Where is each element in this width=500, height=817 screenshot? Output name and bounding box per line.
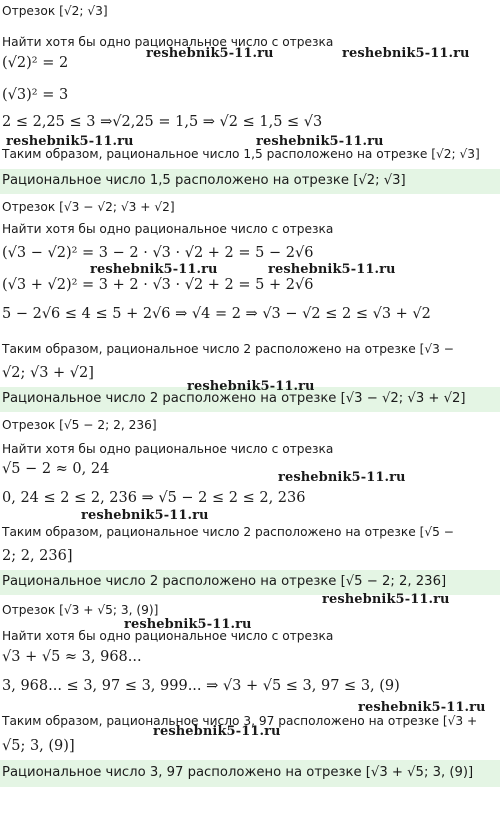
answer-box-1 — [0, 169, 500, 194]
conclusion-text-2a: Таким образом, рациональное число 2 расположено на отрезке [√3 − — [2, 342, 455, 356]
watermark: reshebnik5-11.ru — [153, 724, 281, 739]
watermark: reshebnik5-11.ru — [278, 470, 406, 485]
watermark: reshebnik5-11.ru — [342, 46, 470, 61]
answer-text-4: Рациональное число 3, 97 расположено на отрезке [√3 + √5; 3, (9)] — [2, 765, 474, 780]
segment-heading-4: Отрезок [√3 + √5; 3, (9)] — [2, 603, 159, 617]
segment-heading-3: Отрезок [√5 − 2; 2, 236] — [2, 418, 157, 432]
conclusion-text-4a: Таким образом, рациональное число 3, 97 расположено на отрезке [√3 + — [2, 714, 478, 728]
conclusion-text-3a: Таким образом, рациональное число 2 расположено на отрезке [√5 − — [2, 525, 455, 539]
math-step: (√3 + √2)² = 3 + 2 · √3 · √2 + 2 = 5 + 2√6 — [2, 277, 314, 293]
task-text-2: Найти хотя бы одно рациональное число с отрезка — [2, 222, 334, 236]
answer-text-1: Рациональное число 1,5 расположено на отрезке [√2; √3] — [2, 173, 406, 188]
watermark: reshebnik5-11.ru — [358, 700, 486, 715]
segment-heading-1: Отрезок [√2; √3] — [2, 4, 108, 18]
math-step: 3, 968... ≤ 3, 97 ≤ 3, 999... ⇒ √3 + √5 ≤ 3, 97 ≤ 3, (9) — [2, 678, 400, 694]
watermark: reshebnik5-11.ru — [90, 262, 218, 277]
watermark: reshebnik5-11.ru — [146, 46, 274, 61]
conclusion-text-2b: √2; √3 + √2] — [2, 365, 94, 381]
answer-text-3: Рациональное число 2 расположено на отрезке [√5 − 2; 2, 236] — [2, 574, 447, 589]
math-step: (√2)² = 2 — [2, 55, 69, 71]
math-step: √3 + √5 ≈ 3, 968... — [2, 649, 142, 665]
watermark: reshebnik5-11.ru — [6, 134, 134, 149]
watermark: reshebnik5-11.ru — [268, 262, 396, 277]
math-step: 2 ≤ 2,25 ≤ 3 ⇒√2,25 = 1,5 ⇒ √2 ≤ 1,5 ≤ √3 — [2, 114, 323, 130]
segment-heading-2: Отрезок [√3 − √2; √3 + √2] — [2, 200, 175, 214]
math-step: (√3)² = 3 — [2, 87, 69, 103]
watermark: reshebnik5-11.ru — [187, 379, 315, 394]
watermark: reshebnik5-11.ru — [124, 617, 252, 632]
task-text-1: Найти хотя бы одно рациональное число с отрезка — [2, 35, 334, 49]
math-step: (√3 − √2)² = 3 − 2 · √3 · √2 + 2 = 5 − 2√6 — [2, 245, 314, 261]
answer-box-4 — [0, 760, 500, 787]
math-step: 0, 24 ≤ 2 ≤ 2, 236 ⇒ √5 − 2 ≤ 2 ≤ 2, 236 — [2, 490, 306, 506]
watermark: reshebnik5-11.ru — [256, 134, 384, 149]
task-text-4: Найти хотя бы одно рациональное число с отрезка — [2, 629, 334, 643]
watermark: reshebnik5-11.ru — [322, 592, 450, 607]
conclusion-text-3b: 2; 2, 236] — [2, 548, 73, 564]
answer-text-2: Рациональное число 2 расположено на отрезке [√3 − √2; √3 + √2] — [2, 391, 466, 406]
math-step: 5 − 2√6 ≤ 4 ≤ 5 + 2√6 ⇒ √4 = 2 ⇒ √3 − √2 ≤ 2 ≤ √3 + √2 — [2, 306, 431, 322]
conclusion-text-1: Таким образом, рациональное число 1,5 расположено на отрезке [√2; √3] — [2, 147, 480, 161]
task-text-3: Найти хотя бы одно рациональное число с отрезка — [2, 442, 334, 456]
conclusion-text-4b: √5; 3, (9)] — [2, 738, 75, 754]
math-step: √5 − 2 ≈ 0, 24 — [2, 461, 110, 477]
watermark: reshebnik5-11.ru — [81, 508, 209, 523]
